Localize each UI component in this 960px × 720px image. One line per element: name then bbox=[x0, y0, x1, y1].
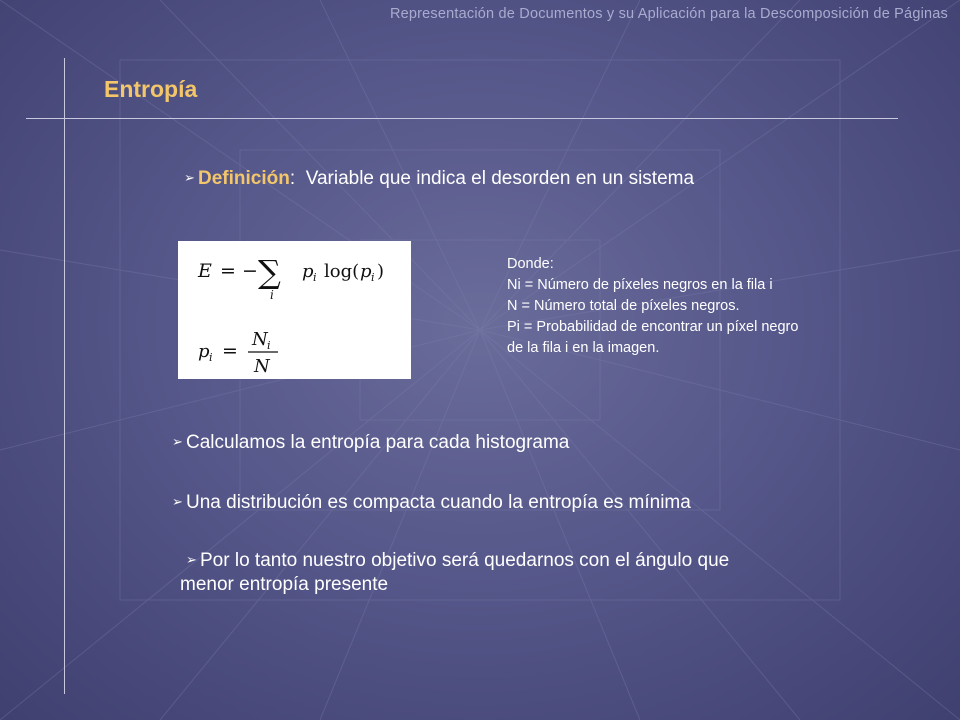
svg-text:i: i bbox=[371, 271, 375, 284]
svg-text:E: E bbox=[198, 260, 212, 282]
bullet-item bbox=[172, 430, 569, 455]
where-line: Pi = Probabilidad de encontrar un píxel negro bbox=[507, 319, 799, 335]
svg-text:log(: log( bbox=[324, 261, 360, 282]
bullet-text: Una distribución es compacta cuando la entropía es mínima bbox=[186, 492, 691, 513]
svg-text:p: p bbox=[360, 261, 372, 282]
where-heading: Donde: bbox=[507, 256, 554, 272]
where-line: N = Número total de píxeles negros. bbox=[507, 298, 740, 314]
bullet-item bbox=[172, 490, 691, 515]
where-line: de la fila i en la imagen. bbox=[507, 340, 660, 356]
formula-drawing bbox=[178, 241, 411, 379]
bullet-item bbox=[180, 548, 880, 597]
slide-title: Entropía bbox=[104, 76, 198, 102]
svg-text:): ) bbox=[377, 261, 385, 282]
svg-text:∑: ∑ bbox=[258, 253, 281, 291]
svg-text:i: i bbox=[270, 288, 274, 302]
presentation-header-title: Representación de Documentos y su Aplicación para la Descomposición de Páginas bbox=[389, 6, 948, 22]
svg-text:N: N bbox=[254, 356, 270, 377]
arrow-bullet-icon: ➢ bbox=[184, 170, 195, 185]
bullet-text: Calculamos la entropía para cada histograma bbox=[186, 432, 570, 453]
definition-term: Definición bbox=[198, 168, 290, 189]
where-line: Ni = Número de píxeles negros en la fila i bbox=[507, 277, 773, 293]
arrow-bullet-icon: ➢ bbox=[186, 552, 197, 567]
arrow-bullet-icon: ➢ bbox=[172, 434, 183, 449]
bullet-text: Por lo tanto nuestro objetivo será quedarnos con el ángulo que bbox=[200, 550, 730, 571]
entropy-formula-image bbox=[178, 241, 411, 379]
svg-text:p: p bbox=[198, 341, 210, 362]
definition-text: Variable que indica el desorden en un sistema bbox=[305, 168, 695, 189]
horizontal-divider bbox=[26, 118, 898, 119]
svg-text:−: − bbox=[242, 260, 258, 282]
arrow-bullet-icon: ➢ bbox=[172, 494, 183, 509]
definition-bullet bbox=[184, 166, 694, 191]
vertical-divider bbox=[64, 58, 65, 694]
svg-text:i: i bbox=[209, 351, 213, 364]
svg-text:=: = bbox=[220, 260, 236, 282]
svg-text:=: = bbox=[222, 340, 238, 362]
svg-text:p: p bbox=[302, 261, 314, 282]
definition-separator: : bbox=[289, 168, 296, 189]
svg-text:N: N bbox=[252, 329, 268, 350]
svg-text:i: i bbox=[267, 339, 271, 352]
bullet-text-continuation: menor entropía presente bbox=[180, 574, 389, 595]
where-legend bbox=[507, 254, 897, 359]
svg-text:i: i bbox=[313, 271, 317, 284]
